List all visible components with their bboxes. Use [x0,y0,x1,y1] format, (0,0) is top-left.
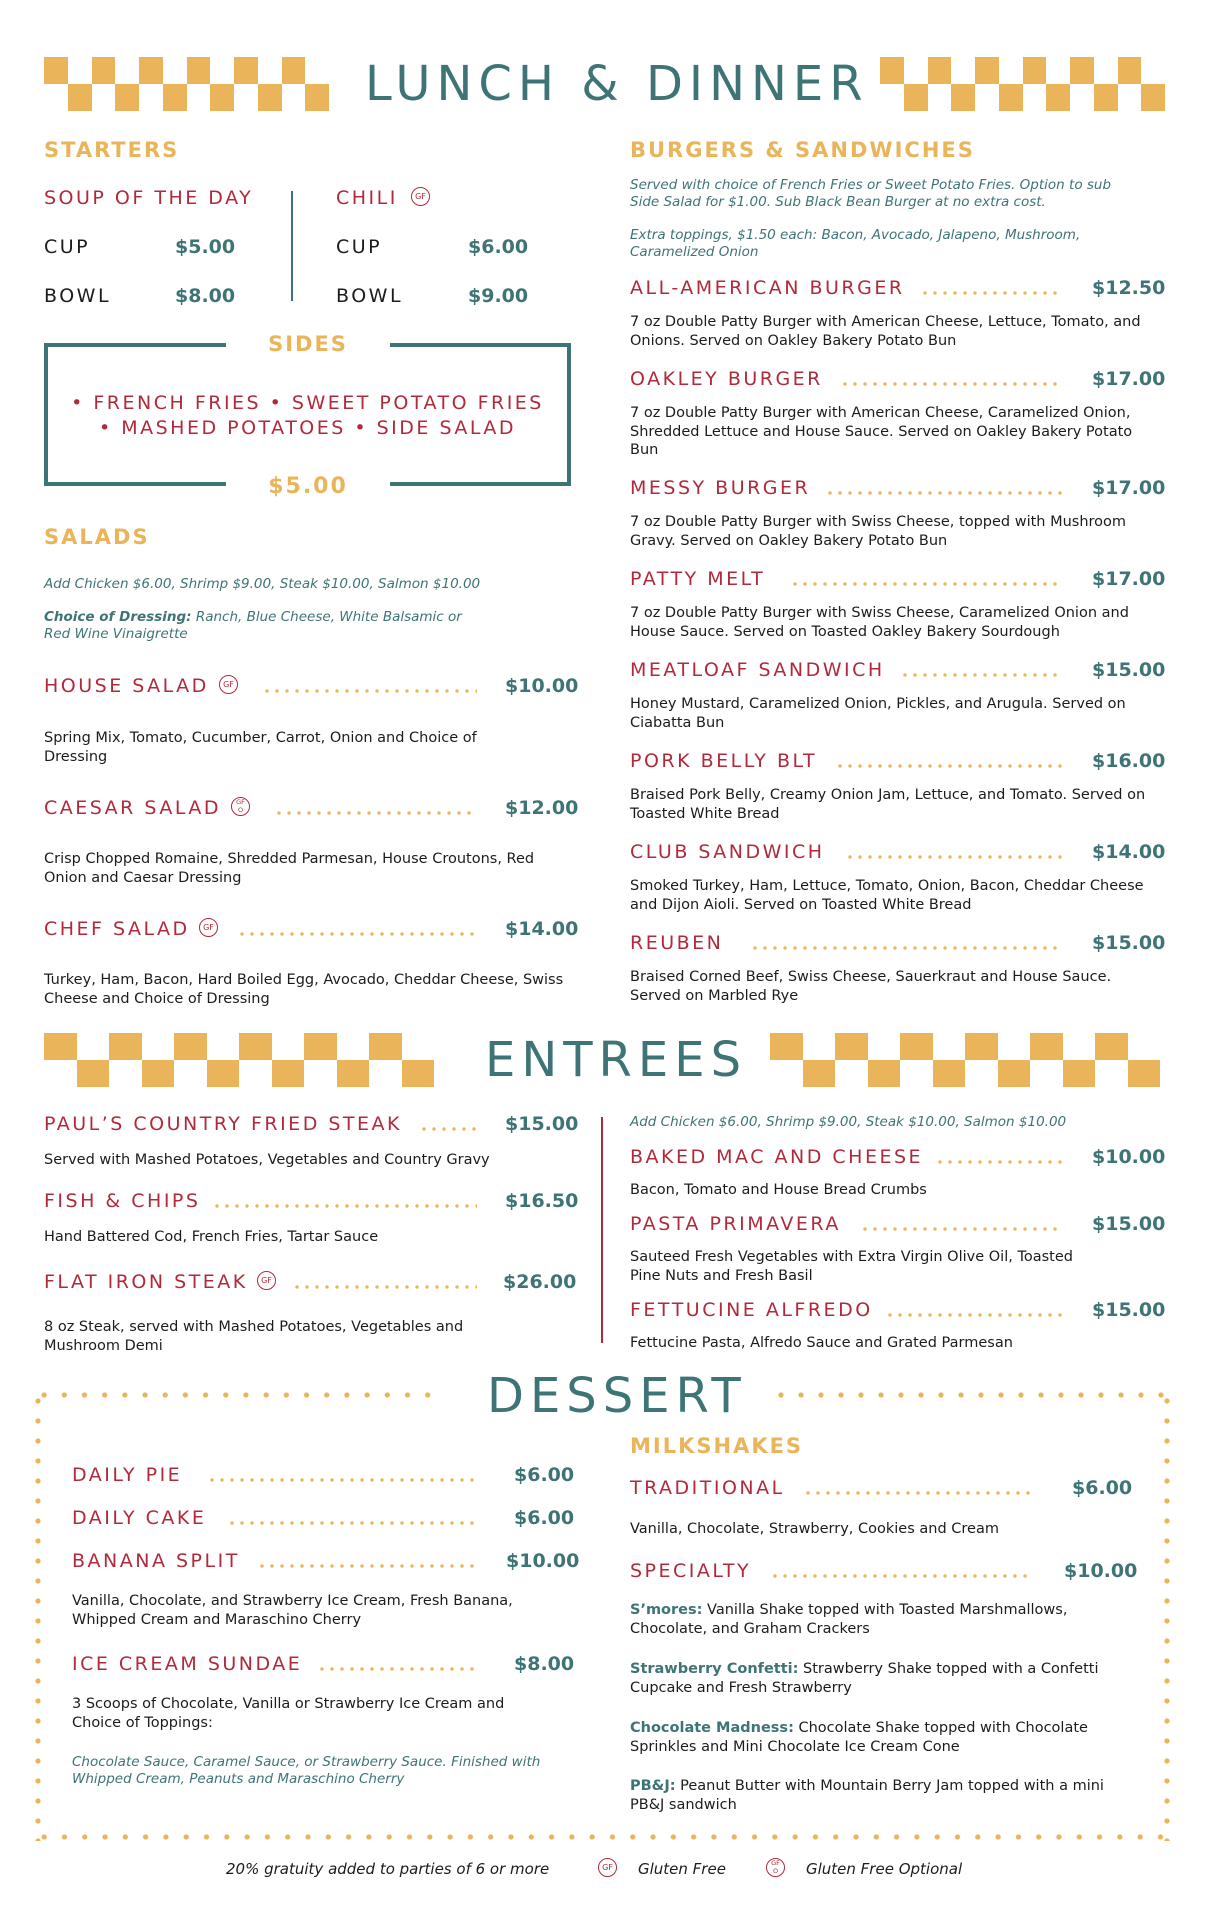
checker-square [975,57,999,84]
sides-price: $5.00 [226,474,390,499]
gluten-free-icon: GF [257,1271,276,1290]
chili-bowl-label: BOWL [336,285,404,307]
soup-bowl-label: BOWL [44,285,112,307]
burger-item-desc: 7 oz Double Patty Burger with American Cheese, Lettuce, Tomato, and Onions. Served on Oakley Bakery Potato Bun [630,314,1141,349]
burger-item-desc: Smoked Turkey, Ham, Lettuce, Tomato, Onion, Bacon, Cheddar Cheese and Dijon Aioli. Served on Toasted White Bread [630,878,1144,913]
entree-item-price: $15.00 [1092,1299,1166,1321]
leader-dots [227,1521,477,1525]
entree-item-name: FETTUCINE ALFREDO [630,1299,873,1321]
entree-item-price: $16.50 [505,1190,579,1212]
sides-box [44,343,571,486]
milkshake-label: S’mores: [630,1602,703,1618]
checker-square [1030,1033,1063,1060]
chef-salad-desc: Turkey, Ham, Bacon, Hard Boiled Egg, Avocado, Cheddar Cheese, Swiss Cheese and Choice of Dressing [44,972,564,1007]
leader-dots [292,1285,477,1289]
checker-square [305,84,329,111]
leader-dots [207,1478,477,1482]
milkshake-text: Peanut Butter with Mountain Berry Jam topped with a mini PB&J sandwich [630,1778,1104,1813]
gluten-free-optional-icon [766,1858,785,1877]
sides-heading: SIDES [226,332,390,356]
dessert-item-price: $8.00 [514,1653,575,1675]
checker-square [999,84,1023,111]
dessert-border-bottom [34,1833,1171,1841]
burger-item-price: $14.00 [1092,841,1166,863]
milkshake-chocolate-madness [630,1719,1130,1756]
checker-square [239,1033,272,1060]
burger-item-name: ALL-AMERICAN BURGER [630,277,905,299]
checker-square [282,57,306,84]
salads-dressing-note [44,609,484,643]
entrees-add-note: Add Chicken $6.00, Shrimp $9.00, Steak $10.00, Salmon $10.00 [630,1114,1067,1130]
checker-pattern-left [44,57,329,111]
dessert-item-price: $10.00 [506,1550,580,1572]
checker-square [337,1060,370,1087]
entrees-divider [601,1117,603,1343]
soup-cup-label: CUP [44,236,91,258]
burger-item-name: MESSY BURGER [630,477,811,499]
milkshake-strawberry-confetti [630,1660,1130,1697]
checker-pattern-right [770,1033,1160,1087]
milkshake-pbj [630,1777,1130,1814]
checker-square [115,84,139,111]
caesar-salad-price: $12.00 [505,797,579,819]
page-title: LUNCH & DINNER [365,56,869,112]
burgers-sides-note: Served with choice of French Fries or Sweet Potato Fries. Option to sub Side Salad for $1.00. Sub Black Bean Burger at no extra cost. [630,177,1112,210]
leader-dots [274,811,477,815]
milkshake-text: Vanilla Shake topped with Toasted Marshmallows, Chocolate, and Graham Crackers [630,1602,1068,1637]
chili-bowl-price: $9.00 [468,285,529,307]
checker-square [234,57,258,84]
milkshake-text: Chocolate Shake topped with Chocolate Sprinkles and Mini Chocolate Ice Cream Cone [630,1720,1088,1755]
entree-item-desc: 8 oz Steak, served with Mashed Potatoes, Vegetables and Mushroom Demi [44,1319,464,1354]
burgers-toppings-note: Extra toppings, $1.50 each: Bacon, Avocado, Jalapeno, Mushroom, Caramelized Onion [630,227,1081,260]
dessert-item-price: $6.00 [514,1507,575,1529]
soup-cup-price: $5.00 [175,236,236,258]
salads-add-note: Add Chicken $6.00, Shrimp $9.00, Steak $10.00, Salmon $10.00 [44,576,481,592]
chef-salad-price: $14.00 [505,918,579,940]
checker-square [68,84,92,111]
burger-item-desc: 7 oz Double Patty Burger with Swiss Cheese, topped with Mushroom Gravy. Served on Oakley Bakery Potato Bun [630,514,1127,549]
checker-square [258,84,282,111]
checker-square [210,84,234,111]
milkshake-label: Chocolate Madness: [630,1720,794,1736]
ice-cream-sundae-note: Chocolate Sauce, Caramel Sauce, or Strawberry Sauce. Finished with Whipped Cream, Peanuts and Maraschino Cherry [72,1754,541,1787]
leader-dots [750,946,1063,950]
burger-item-name: OAKLEY BURGER [630,368,823,390]
entree-item-price: $15.00 [1092,1213,1166,1235]
burger-item-desc: Braised Pork Belly, Creamy Onion Jam, Lettuce, and Tomato. Served on Toasted White Bread [630,787,1146,822]
dessert-item-name: BANANA SPLIT [72,1550,240,1572]
checker-square [1118,57,1142,84]
burger-item-price: $17.00 [1092,368,1166,390]
sides-line-1: • FRENCH FRIES • SWEET POTATO FRIES [71,392,544,414]
checker-square [163,84,187,111]
house-salad-price: $10.00 [505,675,579,697]
entree-item-desc: Fettucine Pasta, Alfredo Sauce and Grated Parmesan [630,1335,1013,1351]
burger-item-price: $15.00 [1092,932,1166,954]
checker-square [770,1033,803,1060]
leader-dots [835,764,1063,768]
leader-dots [262,689,477,693]
checker-square [900,1033,933,1060]
checker-pattern-right [880,57,1165,111]
dessert-border-top-right [771,1391,1171,1399]
burger-item-desc: 7 oz Double Patty Burger with American Cheese, Caramelized Onion, Shredded Lettuce and House Sauce. Served on Oakley Bakery Potato Bun [630,405,1133,458]
specialty-name: SPECIALTY [630,1560,752,1582]
checker-square [1063,1060,1096,1087]
checker-square [868,1060,901,1087]
leader-dots [803,1491,1033,1495]
ice-cream-sundae-desc: 3 Scoops of Chocolate, Vanilla or Strawberry Ice Cream and Choice of Toppings: [72,1696,505,1731]
dessert-border-right [1163,1391,1171,1841]
leader-dots [790,582,1063,586]
checker-square [44,57,68,84]
gluten-free-optional-icon [231,797,250,816]
gluten-free-optional-label: Gluten Free Optional [806,1860,963,1878]
soup-name: SOUP OF THE DAY [44,187,254,209]
leader-dots [237,932,477,936]
leader-dots [257,1564,477,1568]
checker-square [835,1033,868,1060]
checker-square [402,1060,435,1087]
checker-square [44,1033,77,1060]
entree-item-name: FISH & CHIPS [44,1190,201,1212]
dessert-item-price: $6.00 [514,1464,575,1486]
checker-square [1023,57,1047,84]
milkshakes-heading: MILKSHAKES [630,1434,804,1458]
milkshake-smores [630,1601,1130,1638]
leader-dots [920,291,1063,295]
dressing-text: Ranch, Blue Cheese, White Balsamic or Red Wine Vinaigrette [44,609,462,642]
gf-badge-text: GF [771,1859,780,1867]
burger-item-name: PORK BELLY BLT [630,750,818,772]
checker-square [998,1060,1031,1087]
dessert-item-name: ICE CREAM SUNDAE [72,1653,303,1675]
burgers-heading: BURGERS & SANDWICHES [630,138,975,162]
checker-square [933,1060,966,1087]
leader-dots [840,382,1063,386]
burger-item-price: $16.00 [1092,750,1166,772]
checker-square [139,57,163,84]
entree-item-name: PASTA PRIMAVERA [630,1213,841,1235]
chili-name: CHILI [336,187,398,209]
checker-square [369,1033,402,1060]
gluten-free-label: Gluten Free [638,1860,726,1878]
burger-item-price: $12.50 [1092,277,1166,299]
entree-item-name: PAUL’S COUNTRY FRIED STEAK [44,1113,402,1135]
checker-square [965,1033,998,1060]
checker-square [880,57,904,84]
soup-bowl-price: $8.00 [175,285,236,307]
dessert-border-top-left [34,1391,438,1399]
entrees-title: ENTREES [485,1032,748,1088]
traditional-price: $6.00 [1072,1477,1133,1499]
caesar-salad-name: CAESAR SALAD [44,797,221,819]
caesar-salad-desc: Crisp Chopped Romaine, Shredded Parmesan, House Croutons, Red Onion and Caesar Dressing [44,851,535,886]
chili-cup-label: CUP [336,236,383,258]
dessert-item-name: DAILY CAKE [72,1507,207,1529]
checker-square [187,57,211,84]
gluten-free-icon: GF [199,918,218,937]
leader-dots [212,1204,477,1208]
banana-split-desc: Vanilla, Chocolate, and Strawberry Ice Cream, Fresh Banana, Whipped Cream and Maraschino Cherry [72,1593,513,1628]
checker-square [1070,57,1094,84]
burger-item-price: $15.00 [1092,659,1166,681]
house-salad-desc: Spring Mix, Tomato, Cucumber, Carrot, Onion and Choice of Dressing [44,730,477,765]
chef-salad-name: CHEF SALAD [44,918,190,940]
salads-heading: SALADS [44,525,150,549]
gf-badge-text: O [772,1867,779,1875]
entree-item-desc: Sauteed Fresh Vegetables with Extra Virgin Olive Oil, Toasted Pine Nuts and Fresh Basil [630,1249,1073,1284]
leader-dots [825,491,1063,495]
leader-dots [900,673,1063,677]
leader-dots [885,1313,1063,1317]
dessert-title: DESSERT [487,1368,747,1424]
dessert-item-name: DAILY PIE [72,1464,183,1486]
burger-item-desc: Honey Mustard, Caramelized Onion, Pickles, and Arugula. Served on Ciabatta Bun [630,696,1126,731]
checker-square [1095,1033,1128,1060]
checker-square [951,84,975,111]
leader-dots [770,1574,1033,1578]
checker-square [207,1060,240,1087]
milkshake-text: Strawberry Shake topped with a Confetti Cupcake and Fresh Strawberry [630,1661,1099,1696]
starters-divider [291,191,293,301]
starters-heading: STARTERS [44,138,180,162]
burger-item-name: CLUB SANDWICH [630,841,825,863]
gluten-free-icon: GF [219,675,238,694]
gluten-free-icon: GF [598,1858,617,1877]
checker-square [1141,84,1165,111]
traditional-name: TRADITIONAL [630,1477,785,1499]
entree-item-desc: Bacon, Tomato and House Bread Crumbs [630,1182,927,1198]
dessert-border-left [34,1391,42,1841]
specialty-price: $10.00 [1064,1560,1138,1582]
checker-square [109,1033,142,1060]
chili-cup-price: $6.00 [468,236,529,258]
burger-item-desc: 7 oz Double Patty Burger with Swiss Cheese, Caramelized Onion and House Sauce. Served on Toasted Oakley Bakery Sourdough [630,605,1129,640]
burger-item-name: PATTY MELT [630,568,766,590]
burger-item-name: MEATLOAF SANDWICH [630,659,885,681]
sides-line-2: • MASHED POTATOES • SIDE SALAD [98,417,517,439]
burger-item-desc: Braised Corned Beef, Swiss Cheese, Sauerkraut and House Sauce. Served on Marbled Rye [630,969,1112,1004]
burger-item-price: $17.00 [1092,477,1166,499]
leader-dots [845,855,1063,859]
leader-dots [860,1227,1063,1231]
house-salad-name: HOUSE SALAD [44,675,209,697]
leader-dots [935,1160,1063,1164]
entree-item-name: FLAT IRON STEAK [44,1271,248,1293]
milkshake-label: Strawberry Confetti: [630,1661,799,1677]
gf-badge-text: O [237,806,244,814]
entree-item-price: $26.00 [503,1271,577,1293]
burger-item-price: $17.00 [1092,568,1166,590]
checker-square [928,57,952,84]
checker-square [1128,1060,1161,1087]
checker-square [142,1060,175,1087]
gratuity-note: 20% gratuity added to parties of 6 or more [226,1860,550,1878]
checker-square [77,1060,110,1087]
checker-square [1046,84,1070,111]
checker-pattern-left [44,1033,434,1087]
entree-item-desc: Hand Battered Cod, French Fries, Tartar Sauce [44,1229,379,1245]
gluten-free-icon: GF [411,187,430,206]
checker-square [92,57,116,84]
traditional-desc: Vanilla, Chocolate, Strawberry, Cookies and Cream [630,1521,999,1537]
leader-dots [419,1127,477,1131]
leader-dots [317,1667,477,1671]
entree-item-desc: Served with Mashed Potatoes, Vegetables and Country Gravy [44,1152,490,1168]
checker-square [803,1060,836,1087]
entree-item-price: $15.00 [505,1113,579,1135]
checker-square [272,1060,305,1087]
gf-badge-text: GF [236,798,245,806]
checker-square [1094,84,1118,111]
checker-square [904,84,928,111]
checker-square [304,1033,337,1060]
milkshake-label: PB&J: [630,1778,676,1794]
dressing-label: Choice of Dressing: [44,609,192,625]
burger-item-name: REUBEN [630,932,724,954]
entree-item-name: BAKED MAC AND CHEESE [630,1146,924,1168]
checker-square [174,1033,207,1060]
entree-item-price: $10.00 [1092,1146,1166,1168]
